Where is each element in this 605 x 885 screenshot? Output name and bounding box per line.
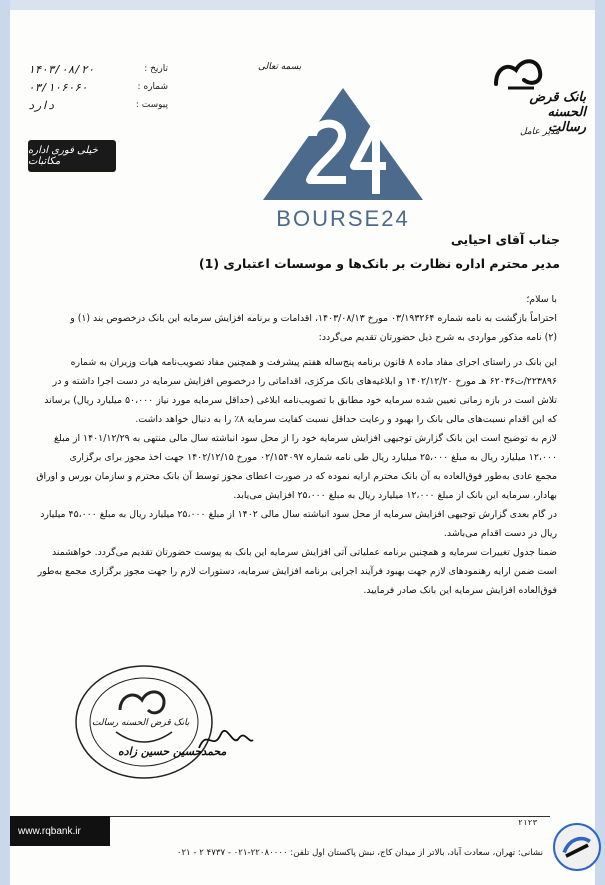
urgent-stamp: خیلی فوری اداره مکاتبات [28,140,116,172]
letter-body [36,290,557,600]
body-line: مجمع عادی به‌طور فوق‌العاده به آن بانک محترم ارایه نموده که در صورت اعطای مجوز توسط آن بانک محترم و سازمان بورس و اوراق [36,471,557,482]
footer-address: نشانی: تهران، سعادت آباد، بالاتر از میدان کاج، نبش پاکستان اول تلفن: ۲۲۰۸۰۰۰۰-۰۲۱ - ۴۷۳۷ ۲ - ۰۲۱ [176,848,543,858]
body-line: بهادار، سرمایه این بانک از مبلغ ۱۲،۰۰۰ میلیارد ریال به مبلغ ۲۵،۰۰۰ افزایش می‌یابد. [233,490,557,501]
footer-website: www.rqbank.ir [10,816,110,846]
letter-meta [28,60,168,114]
signatory-name: محمدحسین حسین زاده [118,745,227,758]
body-line: فوق‌العاده افزایش سرمایه این بانک صادر فرمایید. [363,585,557,596]
body-line: در گام بعدی گزارش توجیهی افزایش سرمایه از محل سود انباشته سال مالی ۱۴۰۲ از مبلغ ۲۵،۰۰۰ میلیارد ریال به مبلغ ۴۵،۰۰۰ میلیارد [40,509,557,520]
number-row [28,78,168,96]
bismillah: بسمه تعالی [258,62,302,72]
body-line: ضمنا جدول تغییرات سرمایه و همچنین برنامه عملیاتی آتی افزایش سرمایه این بانک به پیوست حضورتان تقدیم می‌گردد. خواهشمند [51,547,557,558]
footer-divider [110,816,550,817]
bank-subtitle: مدیر عامل [520,127,560,137]
body-line: تلاش است در بازه زمانی تعیین شده سرمایه خود مطابق با تصویب‌نامه ابلاغی (حداقل سرمایه مورد نیاز ۵۰،۰۰۰ میلیارد ریال) برساند [44,395,557,406]
attachment-value: دارد [28,98,55,112]
recipient-name: جناب آقای احیایی [450,232,560,247]
bank-logo-icon [488,52,548,92]
number-value: ۰۳/۱۰۶۰۶۰ [28,80,88,94]
attachment-row [28,96,168,114]
body-line: (۲) نامه مذکور مواردی به شرح ذیل حضورتان تقدیم می‌گردد: [318,332,557,343]
bourse24-logo-icon [258,84,428,204]
window-right-frame [595,0,605,885]
bourse24-wordmark: BOURSE24 [276,206,410,231]
seal-text: بانک قرض الحسنه رسالت [92,718,190,728]
date-row [28,60,168,78]
bank-name-line1: بانک قرض الحسنه [529,90,586,120]
body-line: ۱۲،۰۰۰ میلیارد ریال به مبلغ ۲۵،۰۰۰ میلیارد ریال طی نامه شماره ۰۲/۱۵۴۰۹۷ مورخ ۱۴۰۲/۱۲/۱۵ جهت اخذ مجوز برای برگزاری [69,452,557,463]
body-line: که این اقدام نسبت‌های مالی بانک را بهبود و رعایت حداقل نسبت کفایت سرمایه ۸٪ را به دنبال خواهد داشت. [135,414,557,425]
body-line: ۲۲۳۸۹۶/ت۶۲۰۳۶ هـ مورخ ۱۴۰۲/۱۲/۲۰ و ابلاغیه‌های بانک مرکزی، اقداماتی را درخصوص افزایش سرمایه در دست اجرا داشته و در [52,376,557,387]
recipient-title: مدیر محترم اداره نظارت بر بانک‌ها و موسسات اعتباری (1) [198,256,560,271]
body-line: احتراماً بازگشت به نامه شماره ۰۳/۱۹۳۲۶۴ مورخ ۱۴۰۳/۰۸/۱۳، اقدامات و برنامه افزایش سرمایه این بانک درخصوص بند (۱) و [70,313,557,324]
window-top-frame [0,0,605,10]
date-value: ۱۴۰۳/۰۸/۲۰ [28,62,95,76]
site-watermark-icon [553,823,601,871]
body-line: است ضمن ارایه رهنمودهای لازم جهت بهبود فرآیند اجرایی برنامه افزایش سرمایه، دستورات لازم را جهت مجوز برگزاری مجمع به‌طور [37,566,557,577]
bank-name-line2: رسالت [548,120,586,135]
body-line: ریال در دست اقدام می‌باشد. [443,528,557,539]
footer-postal: ۲۱۲۳ [518,818,538,827]
number-label: شماره : [137,82,168,92]
window-left-frame [0,0,10,885]
greeting: با سلام؛ [526,294,557,305]
body-line: لازم به توضیح است این بانک گزارش توجیهی افزایش سرمایه خود را از محل سود انباشته سال مالی منتهی به ۱۴۰۱/۱۲/۲۹ از مبلغ [54,433,557,444]
attachment-label: پیوست : [135,100,168,110]
body-line: این بانک در راستای اجرای مفاد ماده ۸ قانون برنامه پنج‌ساله هفتم پیشرفت و همچنین مفاد تصویب‌نامه هیات وزیران به شماره [70,357,557,368]
date-label: تاریخ : [144,64,168,74]
